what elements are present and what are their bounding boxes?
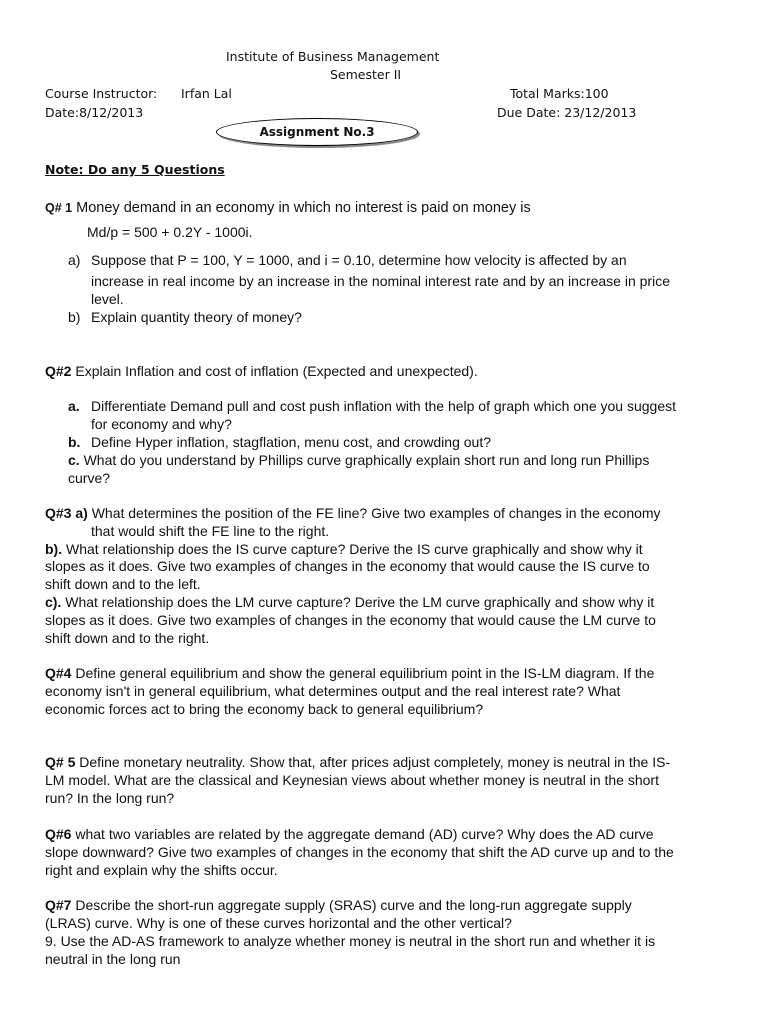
q3-b-line: shift down and to the left. bbox=[45, 576, 201, 592]
q4-line: economic forces act to bring the economy back to general equilibrium? bbox=[45, 701, 484, 717]
q2-c-question bbox=[68, 451, 649, 469]
q4-label: Q#4 bbox=[45, 665, 72, 681]
q4-line: Define general equilibrium and show the general equilibrium point in the IS-LM diagram. If the bbox=[71, 665, 655, 681]
q6-question bbox=[45, 825, 654, 843]
q4-line: economy isn't in general equilibrium, what determines output and the real interest rate? What bbox=[45, 683, 621, 699]
q2-a-line: Differentiate Demand pull and cost push inflation with the help of graph which one you suggest bbox=[91, 398, 676, 414]
q2-b-label: b. bbox=[68, 434, 81, 450]
q3-c-line: What relationship does the LM curve capture? Derive the LM curve graphically and show why it bbox=[61, 594, 655, 610]
note: Note: Do any 5 Questions bbox=[45, 162, 225, 177]
q3-c-question bbox=[45, 593, 654, 611]
q3-c-line: slopes as it does. Give two examples of changes in the economy that would cause the LM curve to bbox=[45, 612, 656, 628]
q3-label: Q#3 a) bbox=[45, 505, 88, 521]
q2-a-line: for economy and why? bbox=[91, 416, 232, 432]
q3-b-line: slopes as it does. Give two examples of changes in the economy that would cause the IS curve to bbox=[45, 558, 650, 574]
q5-line: LM model. What are the classical and Keynesian views about whether money is neutral in the short bbox=[45, 772, 659, 788]
q4-question bbox=[45, 664, 654, 682]
institute-name: Institute of Business Management bbox=[226, 49, 440, 64]
q1-a-line: level. bbox=[91, 291, 124, 307]
course-instructor-label: Course Instructor: bbox=[45, 86, 158, 101]
q3-c-label: c). bbox=[45, 594, 62, 610]
q7-label: Q#7 bbox=[45, 897, 72, 913]
q3-c-line: shift down and to the right. bbox=[45, 630, 210, 646]
q5-line: run? In the long run? bbox=[45, 790, 175, 806]
q3-b-line: What relationship does the IS curve capture? Derive the IS curve graphically and show why it bbox=[62, 541, 643, 557]
q2-question bbox=[45, 362, 478, 380]
q1-formula: Md/p = 500 + 0.2Y - 1000i. bbox=[87, 224, 253, 240]
q5-question bbox=[45, 753, 670, 771]
q3-question bbox=[45, 504, 661, 522]
q2-c-label: c. bbox=[68, 452, 80, 468]
q1-text: Money demand in an economy in which no interest is paid on money is bbox=[72, 200, 531, 216]
q7-question bbox=[45, 896, 632, 914]
q5-label: Q# 5 bbox=[45, 754, 76, 770]
q1-a-line: increase in real income by an increase in the nominal interest rate and by an increase in price bbox=[91, 273, 670, 289]
q1-a-label: a) bbox=[68, 252, 81, 268]
assignment-title: Assignment No.3 bbox=[216, 118, 418, 146]
q3-a-line: that would shift the FE line to the right. bbox=[91, 523, 330, 539]
q2-b-text: Define Hyper inflation, stagflation, menu cost, and crowding out? bbox=[91, 434, 492, 450]
q2-a-label: a. bbox=[68, 398, 80, 414]
semester-label: Semester II bbox=[330, 67, 402, 82]
q6-line: slope downward? Give two examples of changes in the economy that shift the AD curve up and to the bbox=[45, 844, 674, 860]
q2-text: Explain Inflation and cost of inflation (Expected and unexpected). bbox=[71, 363, 478, 379]
q3-b-label: b). bbox=[45, 541, 63, 557]
assignment-date: Date:8/12/2013 bbox=[45, 105, 144, 120]
q1-b-label: b) bbox=[68, 309, 81, 325]
q1-question bbox=[45, 199, 531, 217]
q6-line: right and explain why the shifts occur. bbox=[45, 862, 278, 878]
q7-line: (LRAS) curve. Why is one of these curves horizontal and the other vertical? bbox=[45, 915, 512, 931]
instructor-name: Irfan Lal bbox=[181, 86, 232, 101]
q7-line: neutral in the long run bbox=[45, 951, 181, 967]
q5-line: Define monetary neutrality. Show that, after prices adjust completely, money is neutral in the IS- bbox=[75, 754, 671, 770]
q6-line: what two variables are related by the aggregate demand (AD) curve? Why does the AD curve bbox=[71, 826, 654, 842]
q1-b-text: Explain quantity theory of money? bbox=[91, 309, 302, 325]
q3-b-question bbox=[45, 540, 643, 558]
q1-a-line: Suppose that P = 100, Y = 1000, and i = 0.10, determine how velocity is affected by an bbox=[91, 252, 627, 268]
q7-line: Describe the short-run aggregate supply (SRAS) curve and the long-run aggregate supply bbox=[71, 897, 632, 913]
q7-line: 9. Use the AD-AS framework to analyze whether money is neutral in the short run and whether it is bbox=[45, 933, 656, 949]
due-date: Due Date: 23/12/2013 bbox=[497, 105, 637, 120]
q6-label: Q#6 bbox=[45, 826, 72, 842]
q1-label: Q# 1 bbox=[45, 201, 73, 215]
q2-c-line: curve? bbox=[68, 470, 111, 486]
q3-a-line: What determines the position of the FE line? Give two examples of changes in the economy bbox=[87, 505, 661, 521]
q2-c-line: What do you understand by Phillips curve graphically explain short run and long run Phillips bbox=[79, 452, 650, 468]
q2-label: Q#2 bbox=[45, 363, 72, 379]
total-marks: Total Marks:100 bbox=[510, 86, 609, 101]
